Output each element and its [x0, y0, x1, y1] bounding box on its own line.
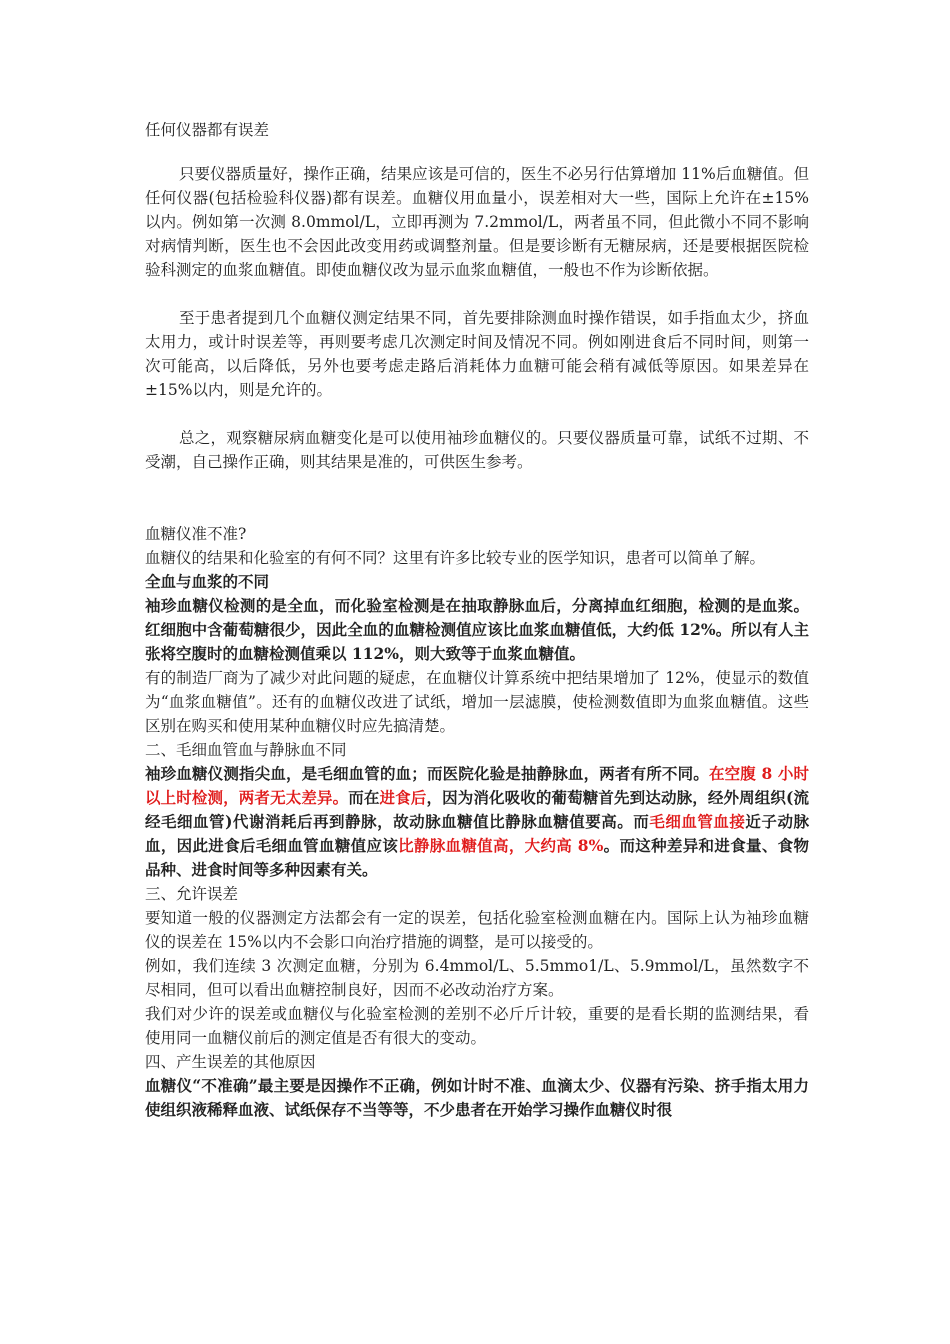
heading-allowed-error: 三、允许误差	[145, 885, 239, 903]
capillary-highlight-capillary: 毛细血管血接	[649, 812, 746, 831]
section-title-instrument-error: 任何仪器都有误差	[145, 121, 270, 139]
heading-whole-blood-vs-plasma: 全血与血浆的不同	[145, 572, 270, 591]
paragraph-whole-blood-bold: 袖珍血糖仪检测的是全血，而化验室检测是在抽取静脉血后，分离掉血红细胞，检测的是血浆。红细胞中含葡萄糖很少，因此全血的血糖检测值应该比血浆血糖值低，大约低 12%。所以有人主张将空腹时的血糖检测值乘以 112%，则大致等于血浆血糖值。	[145, 596, 809, 663]
paragraph-conclusion: 总之，观察糖尿病血糖变化是可以使用袖珍血糖仪的。只要仪器质量可靠，试纸不过期、不受潮，自己操作正确，则其结果是准的，可供医生参考。	[145, 429, 809, 471]
capillary-text-4: 近子动脉血，因此进食后毛细血管血糖值应该	[145, 812, 809, 855]
paragraph-intro: 血糖仪的结果和化验室的有何不同？这里有许多比较专业的医学知识，患者可以简单了解。	[145, 549, 766, 567]
capillary-text-3: ，因为消化吸收的葡萄糖首先到达动脉，经外周组织(流经毛细血管)代谢消耗后再到静脉，故动脉血糖值比静脉血糖值要高。而	[145, 788, 809, 831]
capillary-highlight-fasting: 在空腹 8 小时以上时检测，两者无太差异。	[145, 764, 810, 807]
paragraph-instrument-quality: 只要仪器质量好，操作正确，结果应该是可信的，医生不必另行估算增加 11%后血糖值。但任何仪器(包括检验科仪器)都有误差。血糖仪用血量小，误差相对大一些，国际上允许在±15%以内。例如第一次测 8.0mmol/L，立即再测为 7.2mmol/L，两者虽不同，但此微小不同不影响对病情判断，医生也不会因此改变用药或调整剂量。但是要诊断有无糖尿病，还是要根据医院检验科测定的血浆血糖值。即使血糖仪改为显示血浆血糖值，一般也不作为诊断依据。	[145, 165, 809, 279]
capillary-text-5: 。而这种差异和进食量、食物品种、进食时间等多种因素有关。	[145, 836, 809, 879]
paragraph-long-term: 我们对少许的误差或血糖仪与化验室检测的差别不必斤斤计较，重要的是看长期的监测结果，看使用同一血糖仪前后的测定值是否有很大的变动。	[145, 1005, 809, 1047]
capillary-highlight-after-meal: 进食后	[379, 788, 427, 807]
paragraph-multiple-meters: 至于患者提到几个血糖仪测定结果不同，首先要排除测血时操作错误，如手指血太少，挤血太用力，或计时误差等，再则要考虑几次测定时间及情况不同。例如刚进食后不同时间，则第一次可能高，以后降低，另外也要考虑走路后消耗体力血糖可能会稍有减低等原因。如果差异在±15%以内，则是允许的。	[145, 309, 809, 399]
capillary-highlight-higher: 比静脉血糖值高，大约高 8%	[398, 836, 604, 855]
heading-capillary-vs-venous: 二、毛细血管血与静脉血不同	[145, 741, 347, 759]
paragraph-example: 例如，我们连续 3 次测定血糖，分别为 6.4mmol/L、5.5mmo1/L、5.9mmol/L，虽然数字不尽相同，但可以看出血糖控制良好，因而不必改动治疗方案。	[145, 957, 809, 999]
document-page	[145, 118, 809, 1122]
capillary-text-1: 袖珍血糖仪测指尖血，是毛细血管的血；而医院化验是抽静脉血，两者有所不同。	[145, 764, 709, 783]
heading-other-causes: 四、产生误差的其他原因	[145, 1053, 316, 1071]
paragraph-manufacturer: 有的制造厂商为了减少对此问题的疑虑，在血糖仪计算系统中把结果增加了 12%，使显示的数值为“血浆血糖值”。还有的血糖仪改进了试纸，增加一层滤膜，使检测数值即为血浆血糖值。这些区别在购买和使用某种血糖仪时应先搞清楚。	[145, 669, 809, 735]
paragraph-other-causes-bold: 血糖仪“不准确”最主要是因操作不正确，例如计时不准、血滴太少、仪器有污染、挤手指太用力使组织液稀释血液、试纸保存不当等等，不少患者在开始学习操作血糖仪时很	[145, 1076, 809, 1119]
paragraph-allowed-error: 要知道一般的仪器测定方法都会有一定的误差，包括化验室检测血糖在内。国际上认为袖珍血糖仪的误差在 15%以内不会影口向治疗措施的调整，是可以接受的。	[145, 909, 809, 951]
capillary-text-2: 而在	[348, 788, 380, 807]
section-title-accuracy: 血糖仪准不准?	[145, 525, 247, 543]
paragraph-capillary-bold	[145, 762, 809, 882]
